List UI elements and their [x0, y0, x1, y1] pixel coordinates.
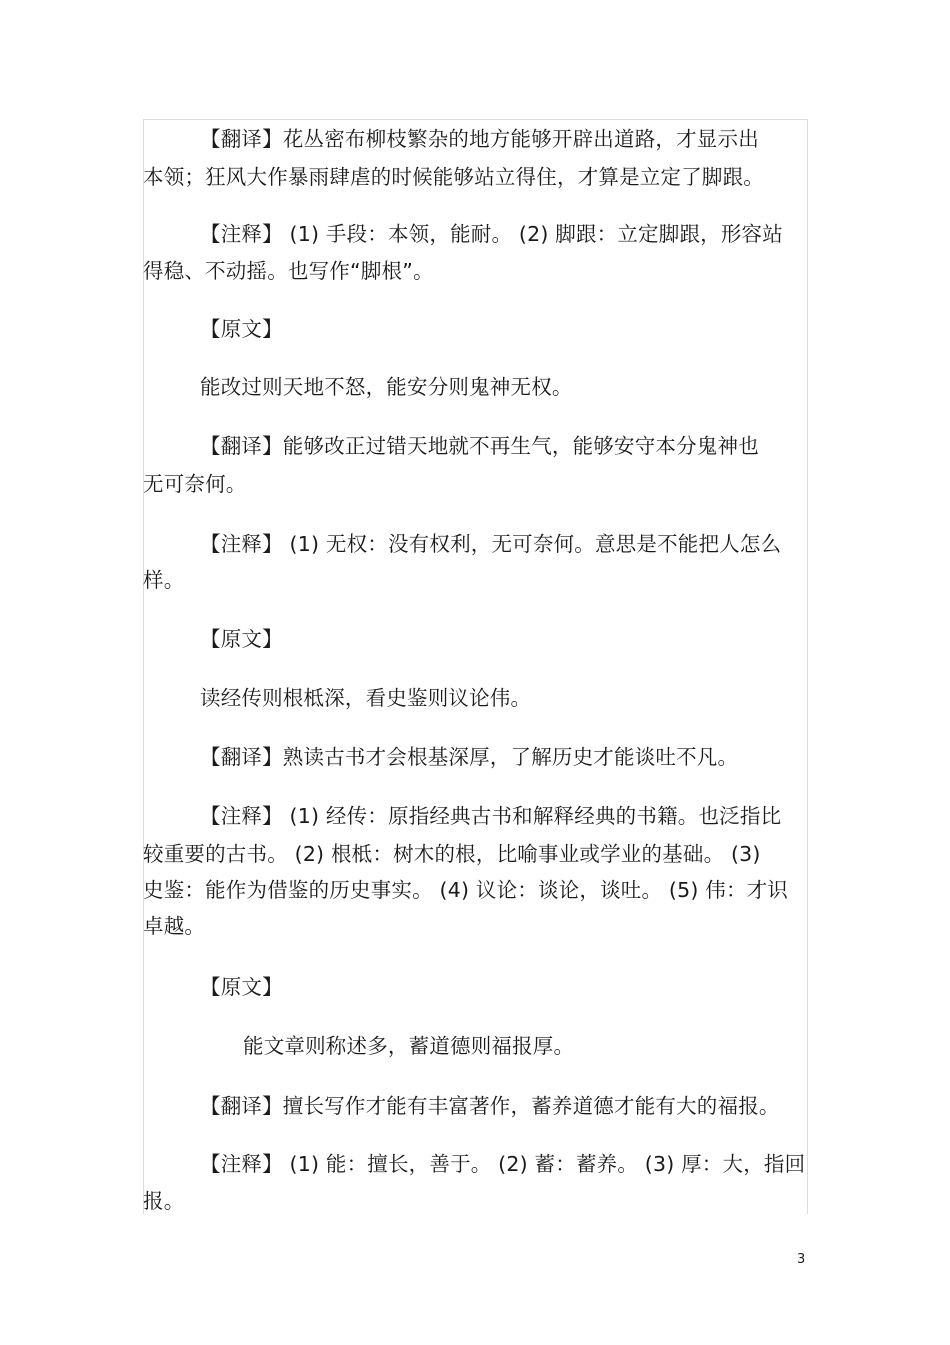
original-text: 读经传则根柢深，看史鉴则议论伟。 [200, 686, 532, 710]
section-heading: 【原文】 [200, 975, 283, 999]
section-heading: 【原文】 [200, 627, 283, 651]
text-line: 报。 [143, 1189, 185, 1213]
text-line: 【翻译】能够改正过错天地就不再生气，能够安守本分鬼神也 [200, 434, 759, 458]
text-line: 【注释】 (1) 经传：原指经典古书和解释经典的书籍。也泛指比 [200, 804, 782, 828]
section-heading: 【原文】 [200, 317, 283, 341]
text-line: 【注释】 (1) 手段：本领，能耐。 (2) 脚跟：立定脚跟，形容站 [200, 222, 783, 246]
text-line: 本领；狂风大作暴雨肆虐的时候能够站立得住，才算是立定了脚跟。 [143, 165, 764, 189]
original-text: 能改过则天地不怒，能安分则鬼神无权。 [200, 375, 573, 399]
text-line: 【翻译】熟读古书才会根基深厚，了解历史才能谈吐不凡。 [200, 745, 739, 769]
text-line: 无可奈何。 [143, 472, 247, 496]
text-line: 【翻译】花丛密布柳枝繁杂的地方能够开辟出道路，才显示出 [200, 127, 759, 151]
text-line: 【注释】 (1) 无权：没有权利，无可奈何。意思是不能把人怎么 [200, 532, 782, 556]
text-line: 史鉴：能作为借鉴的历史事实。 (4) 议论：谈论，谈吐。 (5) 伟：才识 [143, 878, 789, 902]
text-line: 较重要的古书。 (2) 根柢：树木的根，比喻事业或学业的基础。 (3) [143, 842, 761, 866]
text-line: 卓越。 [143, 914, 206, 938]
text-line: 得稳、不动摇。也写作“脚根”。 [143, 259, 434, 283]
text-line: 【注释】 (1) 能：擅长，善于。 (2) 蓄：蓄养。 (3) 厚：大，指回 [200, 1152, 806, 1176]
page-number: 3 [797, 1252, 806, 1267]
text-line: 【翻译】擅长写作才能有丰富著作，蓄养道德才能有大的福报。 [200, 1094, 780, 1118]
original-text: 能文章则称述多，蓄道德则福报厚。 [243, 1034, 575, 1058]
text-line: 样。 [143, 568, 185, 592]
